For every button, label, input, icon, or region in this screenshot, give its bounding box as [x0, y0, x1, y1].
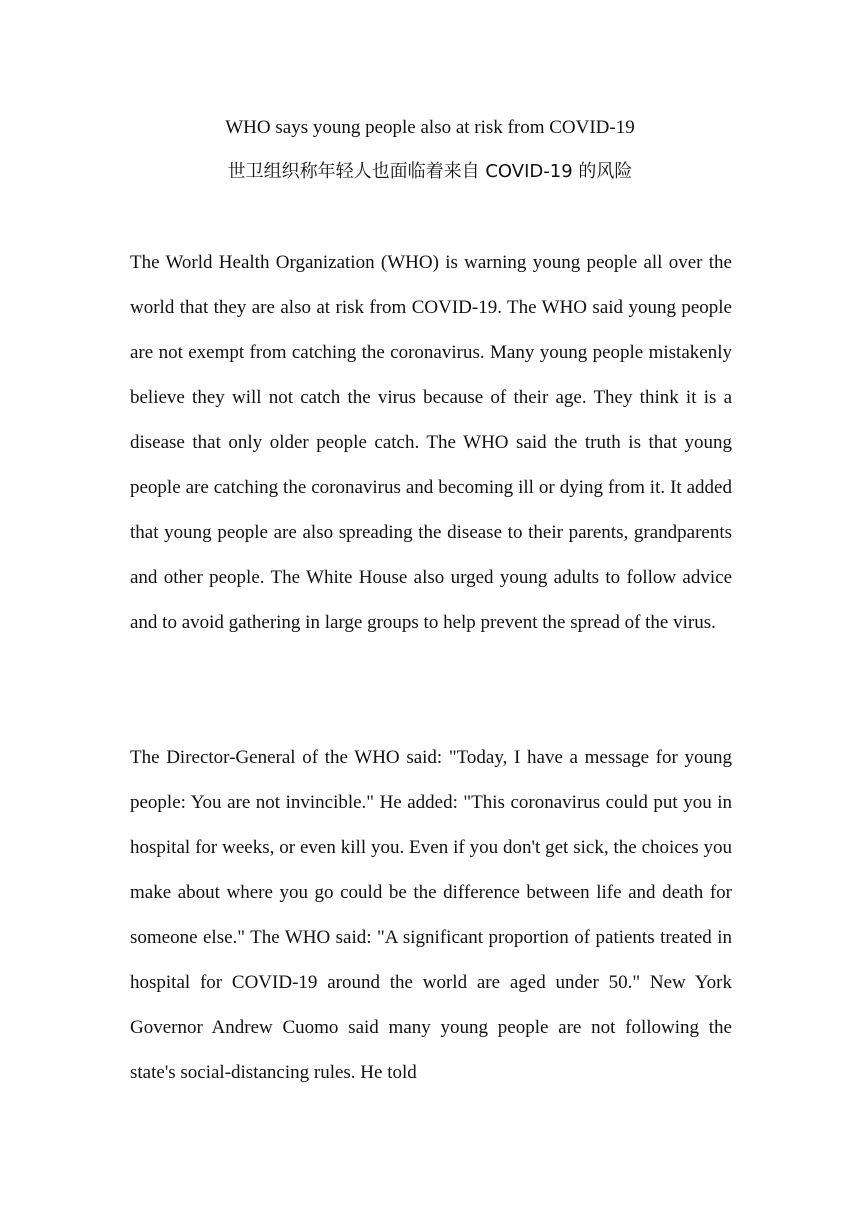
title-english: WHO says young people also at risk from COVID-19 — [225, 117, 635, 138]
paragraph-1: The World Health Organization (WHO) is warning young people all over the world that they are also at risk from COVID-19. The WHO said young people are not exempt from catching the coronavirus. Many young people mistakenly believe they will not catch the virus because of their age. They think it is a disease that only older people catch. The WHO said the truth is that young people are catching the coronavirus and becoming ill or dying from it. It added that young people are also spreading the disease to their parents, grandparents and other people. The White House also urged young adults to follow advice and to avoid gathering in large groups to help prevent the spread of the virus. — [130, 252, 732, 633]
paragraph-2: The Director-General of the WHO said: "Today, I have a message for young people: You are not invincible." He added: "This coronavirus could put you in hospital for weeks, or even kill you. Even if you don't get sick, the choices you make about where you go could be the difference between life and death for someone else." The WHO said: "A significant proportion of patients treated in hospital for COVID-19 around the world are aged under 50." New York Governor Andrew Cuomo said many young people are not following the state's social-distancing rules. He told — [130, 747, 732, 1083]
title-chinese: 世卫组织称年轻人也面临着来自 COVID-19 的风险 — [227, 161, 633, 182]
